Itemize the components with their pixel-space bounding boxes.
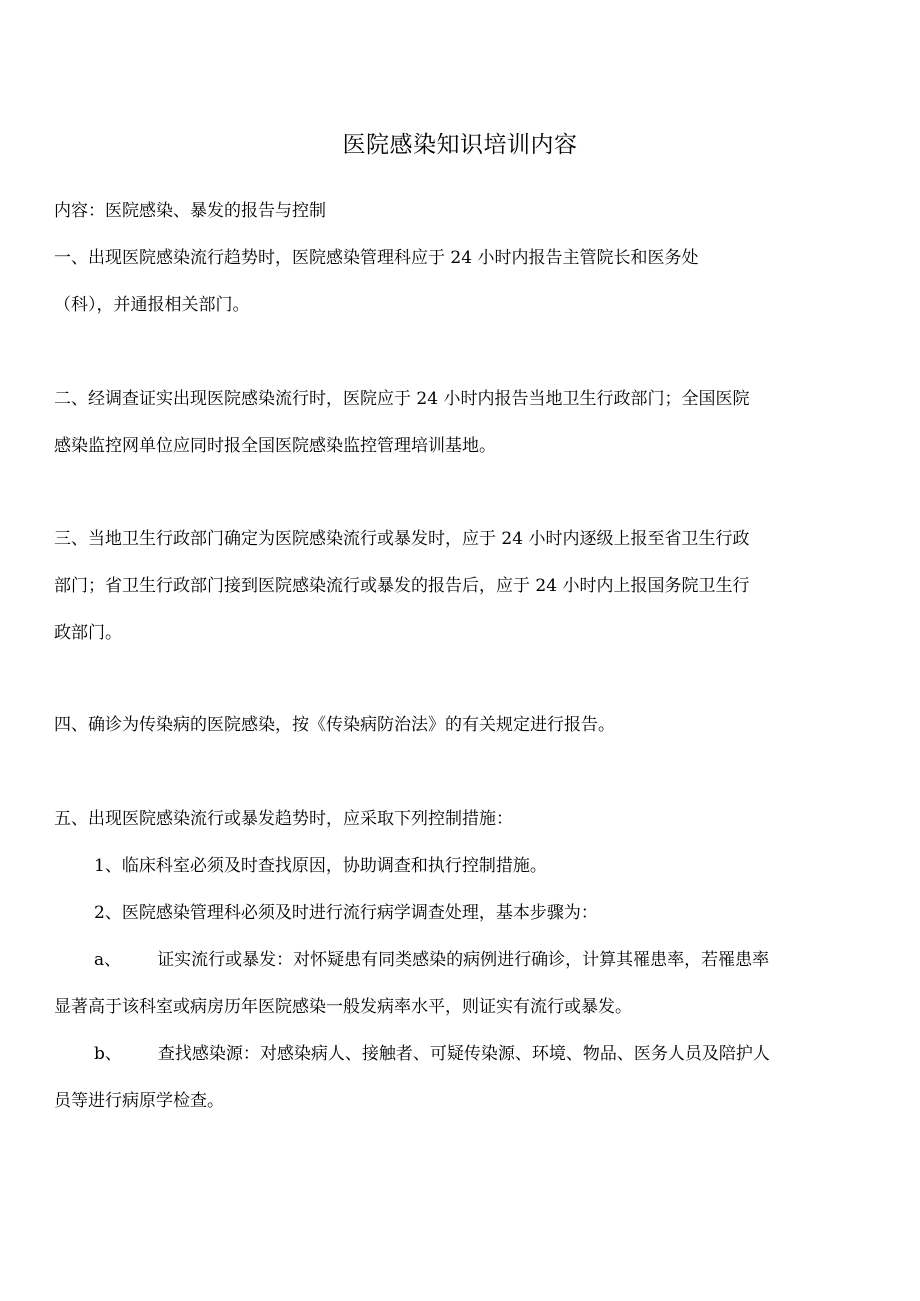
section2-line1: 二、经调查证实出现医院感染流行时，医院应于 24 小时内报告当地卫生行政部门；全国医院 xyxy=(54,389,750,409)
step-b-text: 查找感染源：对感染病人、接触者、可疑传染源、环境、物品、医务人员及陪护人 xyxy=(157,1044,770,1064)
section3-paragraph xyxy=(54,516,869,657)
section4-paragraph xyxy=(54,702,869,749)
step-a-text: 证实流行或暴发：对怀疑患有同类感染的病例进行确诊，计算其罹患率，若罹患率 xyxy=(157,950,770,970)
section5-item1: 1、临床科室必须及时查找原因，协助调查和执行控制措施。 xyxy=(94,856,547,876)
step-a-line1 xyxy=(54,937,869,984)
section1-line2: （科），并通报相关部门。 xyxy=(54,295,250,315)
section3-line1: 三、当地卫生行政部门确定为医院感染流行或暴发时，应于 24 小时内逐级上报至省卫生行政 xyxy=(54,529,750,549)
section5-item2: 2、医院感染管理科必须及时进行流行病学调查处理，基本步骤为： xyxy=(94,903,598,923)
step-b-line1 xyxy=(54,1031,869,1078)
section4-line1: 四、确诊为传染病的医院感染，按《传染病防治法》的有关规定进行报告。 xyxy=(54,715,615,735)
section5-paragraph xyxy=(54,796,869,1125)
intro-paragraph xyxy=(54,188,869,329)
section2-line2: 感染监控网单位应同时报全国医院感染监控管理培训基地。 xyxy=(54,436,496,456)
document-title: 医院感染知识培训内容 xyxy=(342,132,578,158)
step-a-line2: 显著高于该科室或病房历年医院感染一般发病率水平，则证实有流行或暴发。 xyxy=(54,997,632,1017)
section3-line3: 政部门。 xyxy=(54,623,122,643)
section1-line1: 一、出现医院感染流行趋势时，医院感染管理科应于 24 小时内报告主管院长和医务处 xyxy=(54,248,699,268)
section5-line1: 五、出现医院感染流行或暴发趋势时，应采取下列控制措施： xyxy=(54,809,513,829)
step-b-line2: 员等进行病原学检查。 xyxy=(54,1091,224,1111)
section2-paragraph xyxy=(54,376,869,470)
step-a-marker: a、 xyxy=(94,950,122,970)
intro-line: 内容：医院感染、暴发的报告与控制 xyxy=(54,201,326,221)
section3-line2: 部门；省卫生行政部门接到医院感染流行或暴发的报告后，应于 24 小时内上报国务院卫生行 xyxy=(54,576,750,596)
step-b-marker: b、 xyxy=(94,1044,122,1064)
